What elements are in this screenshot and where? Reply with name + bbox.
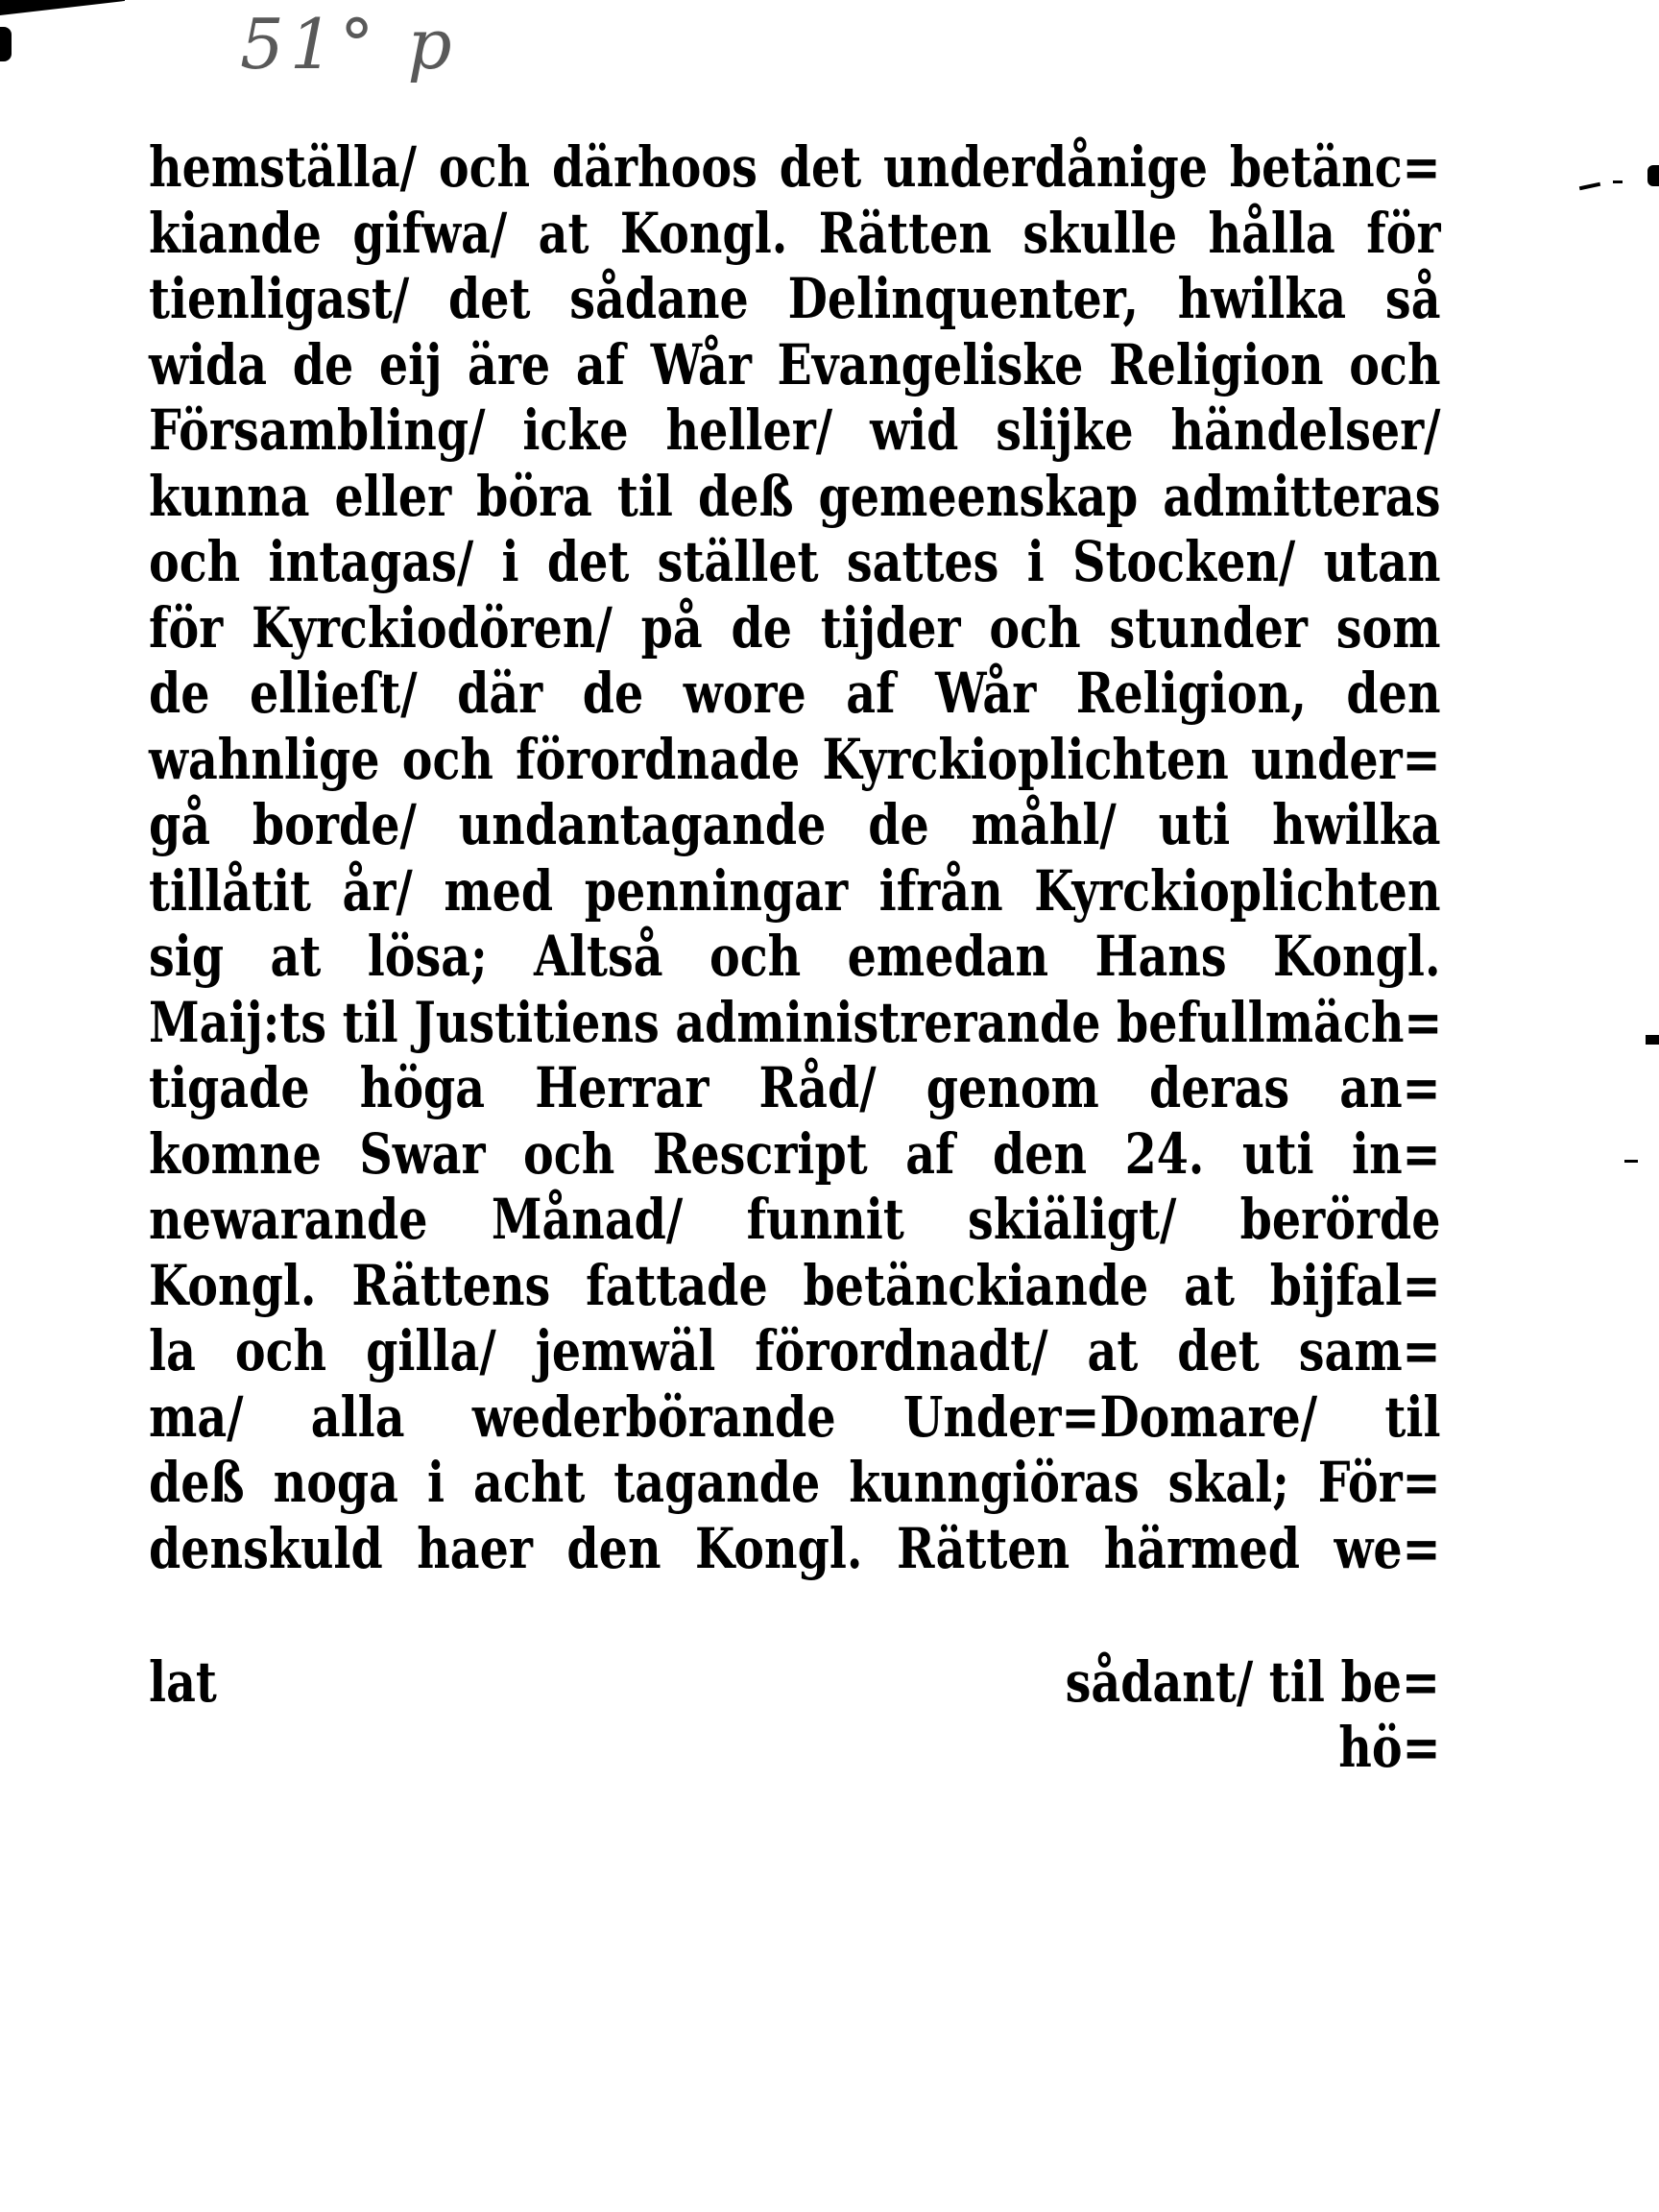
- text-line: Maij:ts til Justitiens administrerande befullmäch=: [149, 989, 1443, 1055]
- document-body: [149, 134, 1443, 1581]
- text-line: newarande Månad/ funnit skiäligt/ berörde: [149, 1187, 1441, 1252]
- ink-speck: [1624, 1160, 1638, 1163]
- last-line-right: sådant/ til be=: [1065, 1649, 1440, 1715]
- text-line: ma/ alla wederbörande Under=Domare/ til: [149, 1383, 1441, 1450]
- text-line: deß noga i acht tagande kunngiöras skal; För=: [149, 1450, 1441, 1515]
- ink-speck: [1647, 165, 1659, 186]
- text-line: Försambling/ icke heller/ wid slijke händelser/: [149, 397, 1441, 463]
- text-line: la och gilla/ jemwäl förordnadt/ at det sam=: [149, 1318, 1441, 1383]
- text-line: Kongl. Rättens fattade betänckiande at bijfal=: [149, 1252, 1441, 1318]
- text-line: denskuld haer den Kongl. Rätten härmed we=: [149, 1515, 1441, 1581]
- scan-edge-shadow: [0, 0, 125, 15]
- text-line: sig at lösa; Altså och emedan Hans Kongl.: [149, 924, 1441, 989]
- last-line-left: lat: [149, 1649, 217, 1715]
- text-line: komne Swar och Rescript af den 24. uti in=: [149, 1120, 1441, 1187]
- text-line: tigade höga Herrar Råd/ genom deras an=: [149, 1055, 1441, 1120]
- ink-speck: [1613, 180, 1623, 183]
- ink-speck: [1579, 182, 1600, 190]
- text-line: och intagas/ i det stället sattes i Stocken/ utan: [149, 529, 1441, 594]
- ink-speck: [1646, 1035, 1659, 1045]
- text-line: tienligast/ det sådane Delinquenter, hwilka så: [149, 266, 1441, 331]
- catchword: hö=: [1337, 1715, 1440, 1780]
- text-line: wahnlige och förordnade Kyrckioplichten under=: [149, 726, 1441, 792]
- text-line: kunna eller böra til deß gemeenskap admitteras: [149, 463, 1441, 529]
- text-line: gå borde/ undantagande de måhl/ uti hwilka: [149, 792, 1441, 857]
- text-line: för Kyrckiodören/ på de tijder och stunder som: [149, 594, 1441, 661]
- handwritten-page-note: 51° p: [240, 4, 458, 84]
- text-line: hemställa/ och därhoos det underdånige betänc=: [149, 134, 1441, 200]
- text-line: de ellieſt/ där de wore af Wår Religion, den: [149, 661, 1441, 726]
- scan-edge-blot: [0, 27, 12, 61]
- text-line: wida de eij äre af Wår Evangeliske Religion och: [149, 331, 1441, 397]
- text-line: kiande gifwa/ at Kongl. Rätten skulle hålla för: [149, 200, 1441, 266]
- text-line: tillåtit år/ med penningar ifrån Kyrckioplichten: [149, 857, 1441, 924]
